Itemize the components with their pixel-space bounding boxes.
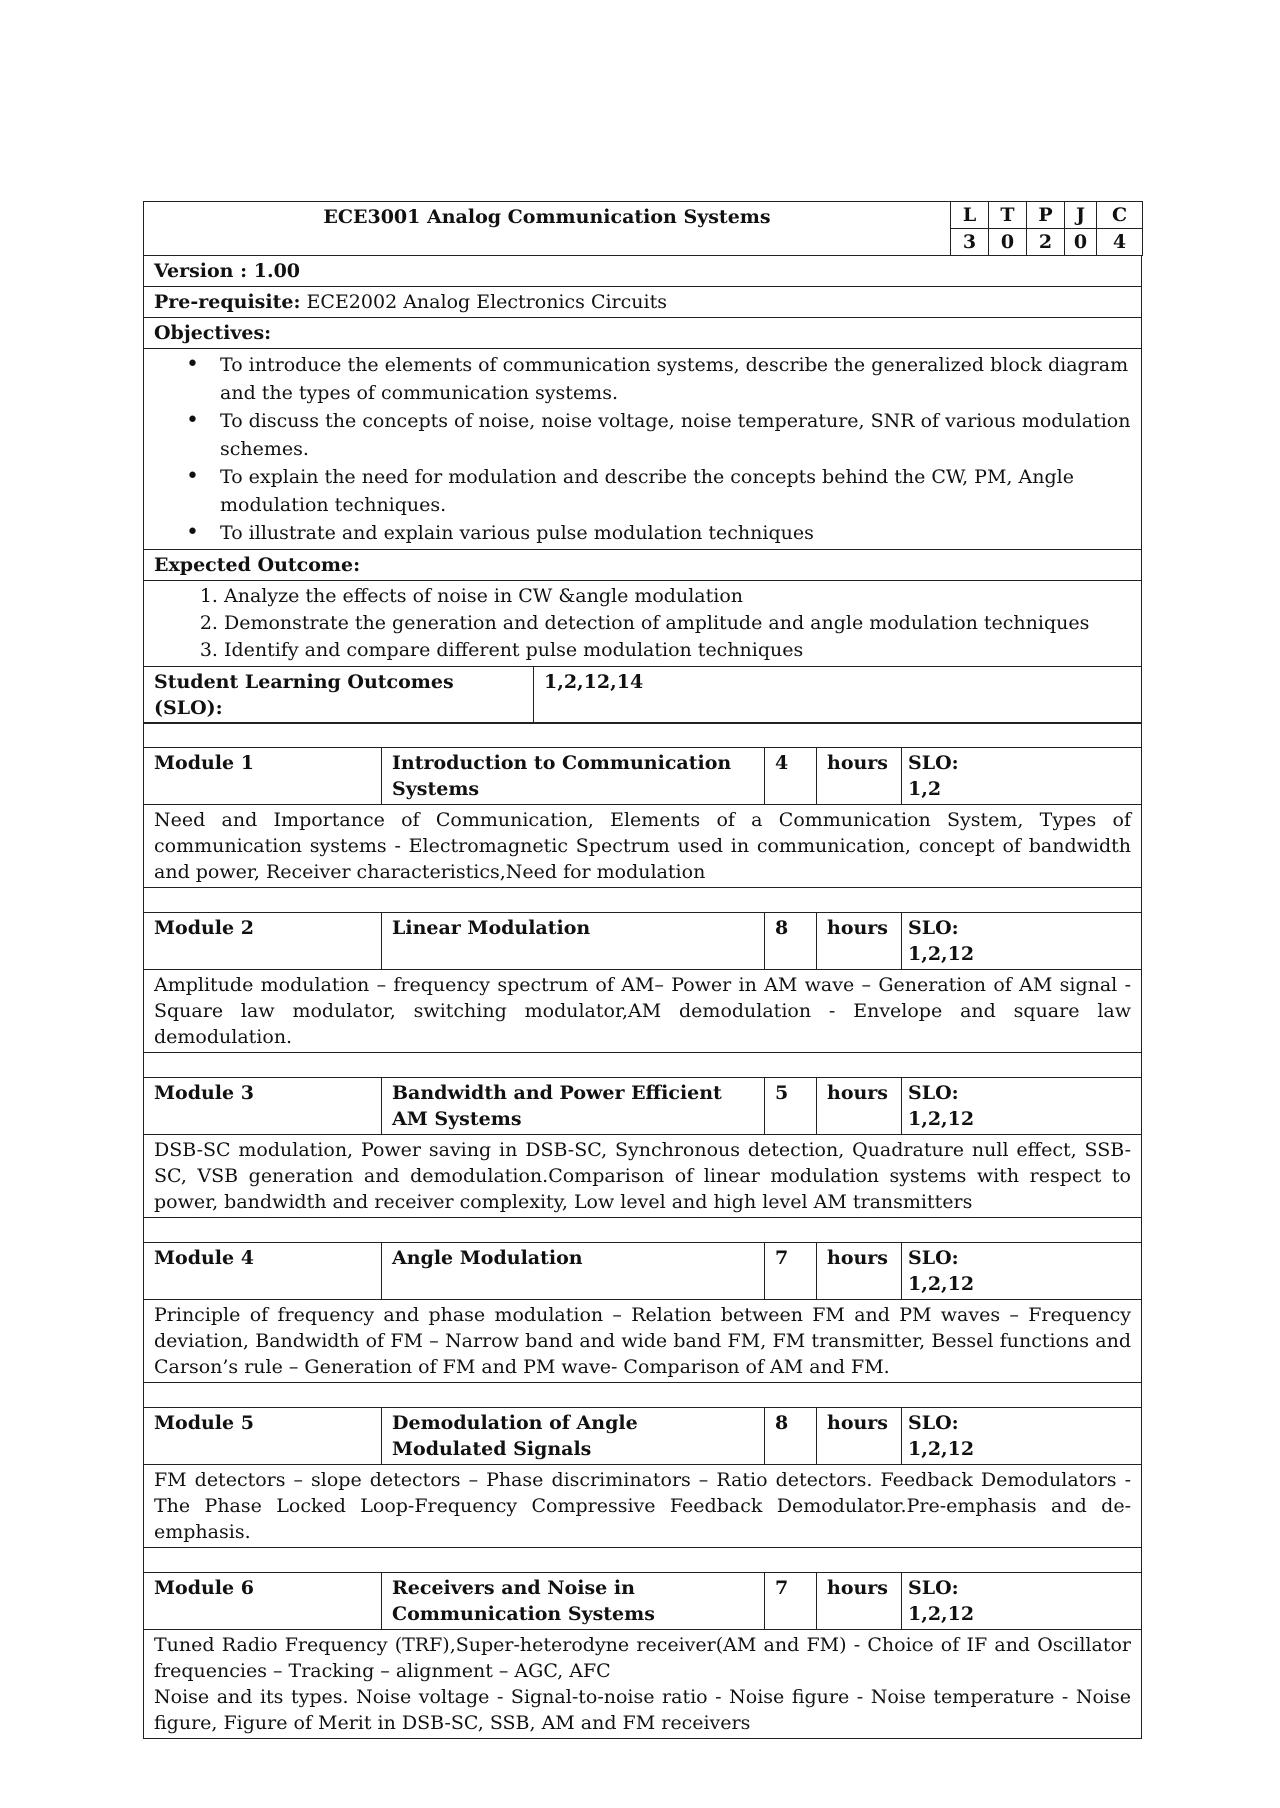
module-title: Angle Modulation	[382, 1243, 765, 1300]
module-title: Demodulation of Angle Modulated Signals	[382, 1408, 765, 1465]
ltpjc-value-c: 4	[1097, 229, 1143, 256]
ltpjc-header-l: L	[951, 202, 989, 229]
module-name: Module 4	[144, 1243, 382, 1300]
ltpjc-header-j: J	[1065, 202, 1097, 229]
module-content-extra: Noise and its types. Noise voltage - Signal-to-noise ratio - Noise figure - Noise temperature - Noise figure, Figure of Merit in DSB-SC, SSB, AM and FM receivers	[154, 1686, 1131, 1734]
objective-item: • To introduce the elements of communication systems, describe the generalized block diagram and the types of communication systems.	[220, 351, 1131, 407]
outcomes-list-cell	[144, 580, 1142, 666]
ltpjc-value-j: 0	[1065, 229, 1097, 256]
modules-table	[143, 722, 1142, 1739]
objectives-list-cell	[144, 348, 1142, 549]
prereq-label: Pre-requisite:	[154, 290, 301, 313]
prereq-value: ECE2002 Analog Electronics Circuits	[306, 290, 667, 313]
spacer-row	[144, 1383, 1142, 1408]
module-slo-value: 1,2,12	[908, 1438, 975, 1460]
module-hours: 5	[765, 1078, 817, 1135]
module-name: Module 5	[144, 1408, 382, 1465]
module-header-row	[144, 1243, 1142, 1300]
module-header-row	[144, 1573, 1142, 1630]
module-slo	[902, 1078, 1142, 1135]
module-hours-label: hours	[817, 1408, 902, 1465]
module-slo-value: 1,2,12	[908, 1273, 975, 1295]
module-hours-label: hours	[817, 1078, 902, 1135]
slo-label: Student Learning Outcomes (SLO):	[144, 666, 534, 723]
ltpjc-header-c: C	[1097, 202, 1143, 229]
module-content: Principle of frequency and phase modulation – Relation between FM and PM waves – Frequency deviation, Bandwidth of FM – Narrow band and wide band FM, FM transmitter, Bessel functions and Carson’s rule – Generation of FM and PM wave- Comparison of AM and FM.	[144, 1300, 1142, 1383]
module-slo-value: 1,2,12	[908, 943, 975, 965]
version: Version : 1.00	[144, 255, 1142, 286]
module-hours-label: hours	[817, 1573, 902, 1630]
module-hours: 7	[765, 1243, 817, 1300]
module-content: Tuned Radio Frequency (TRF),Super-heterodyne receiver(AM and FM) - Choice of IF and Oscillator frequencies – Tracking – alignment – AGC, AFC	[154, 1634, 1131, 1682]
module-slo-label: SLO:	[908, 1577, 959, 1599]
outcome-item: 2. Demonstrate the generation and detection of amplitude and angle modulation techniques	[224, 610, 1131, 637]
module-hours: 8	[765, 913, 817, 970]
module-hours-label: hours	[817, 1243, 902, 1300]
module-hours: 4	[765, 748, 817, 805]
course-info-table	[143, 255, 1142, 724]
outcome-item: 1. Analyze the effects of noise in CW &angle modulation	[224, 583, 1131, 610]
outcome-heading: Expected Outcome:	[144, 549, 1142, 580]
module-content: Amplitude modulation – frequency spectrum of AM– Power in AM wave – Generation of AM signal - Square law modulator, switching modulator,AM demodulation - Envelope and square law demodulation.	[144, 970, 1142, 1053]
slo-value: 1,2,12,14	[534, 666, 1142, 723]
module-slo-label: SLO:	[908, 1412, 959, 1434]
spacer-row	[144, 1053, 1142, 1078]
ltpjc-value-t: 0	[989, 229, 1027, 256]
prerequisite	[144, 286, 1142, 317]
module-slo-value: 1,2	[908, 778, 942, 800]
course-title: ECE3001 Analog Communication Systems	[144, 202, 951, 256]
module-content: FM detectors – slope detectors – Phase discriminators – Ratio detectors. Feedback Demodulators - The Phase Locked Loop-Frequency Compressive Feedback Demodulator.Pre-emphasis and de-emphasis.	[144, 1465, 1142, 1548]
module-slo	[902, 913, 1142, 970]
module-name: Module 1	[144, 748, 382, 805]
objective-item: • To illustrate and explain various pulse modulation techniques	[220, 519, 1131, 547]
module-name: Module 6	[144, 1573, 382, 1630]
objective-item: • To discuss the concepts of noise, noise voltage, noise temperature, SNR of various modulation schemes.	[220, 407, 1131, 463]
ltpjc-value-l: 3	[951, 229, 989, 256]
spacer-row	[144, 723, 1142, 748]
module-slo-value: 1,2,12	[908, 1108, 975, 1130]
course-header-table	[143, 201, 1143, 256]
module-slo-label: SLO:	[908, 1082, 959, 1104]
module-hours-label: hours	[817, 913, 902, 970]
module-content-cell	[144, 1630, 1142, 1739]
module-title: Bandwidth and Power Efficient AM Systems	[382, 1078, 765, 1135]
module-hours: 8	[765, 1408, 817, 1465]
module-header-row	[144, 1408, 1142, 1465]
spacer-row	[144, 888, 1142, 913]
module-slo	[902, 748, 1142, 805]
module-hours-label: hours	[817, 748, 902, 805]
syllabus-page	[143, 201, 1142, 1739]
module-header-row	[144, 913, 1142, 970]
module-slo-value: 1,2,12	[908, 1603, 975, 1625]
ltpjc-header-p: P	[1027, 202, 1065, 229]
module-slo-label: SLO:	[908, 1247, 959, 1269]
module-header-row	[144, 1078, 1142, 1135]
ltpjc-header-t: T	[989, 202, 1027, 229]
outcomes-list	[154, 583, 1131, 664]
objectives-heading: Objectives:	[144, 317, 1142, 348]
module-header-row	[144, 748, 1142, 805]
spacer-row	[144, 1218, 1142, 1243]
module-title: Introduction to Communication Systems	[382, 748, 765, 805]
module-title: Receivers and Noise in Communication Systems	[382, 1573, 765, 1630]
module-slo	[902, 1408, 1142, 1465]
outcome-item: 3. Identify and compare different pulse modulation techniques	[224, 637, 1131, 664]
module-slo-label: SLO:	[908, 752, 959, 774]
objective-item: • To explain the need for modulation and describe the concepts behind the CW, PM, Angle modulation techniques.	[220, 463, 1131, 519]
module-title: Linear Modulation	[382, 913, 765, 970]
module-content: DSB-SC modulation, Power saving in DSB-SC, Synchronous detection, Quadrature null effect, SSB-SC, VSB generation and demodulation.Comparison of linear modulation systems with respect to power, bandwidth and receiver complexity, Low level and high level AM transmitters	[144, 1135, 1142, 1218]
objectives-list	[154, 351, 1131, 547]
module-slo	[902, 1573, 1142, 1630]
spacer-row	[144, 1548, 1142, 1573]
module-name: Module 2	[144, 913, 382, 970]
ltpjc-value-p: 2	[1027, 229, 1065, 256]
module-content: Need and Importance of Communication, Elements of a Communication System, Types of communication systems - Electromagnetic Spectrum used in communication, concept of bandwidth and power, Receiver characteristics,Need for modulation	[144, 805, 1142, 888]
module-slo-label: SLO:	[908, 917, 959, 939]
module-slo	[902, 1243, 1142, 1300]
module-name: Module 3	[144, 1078, 382, 1135]
module-hours: 7	[765, 1573, 817, 1630]
